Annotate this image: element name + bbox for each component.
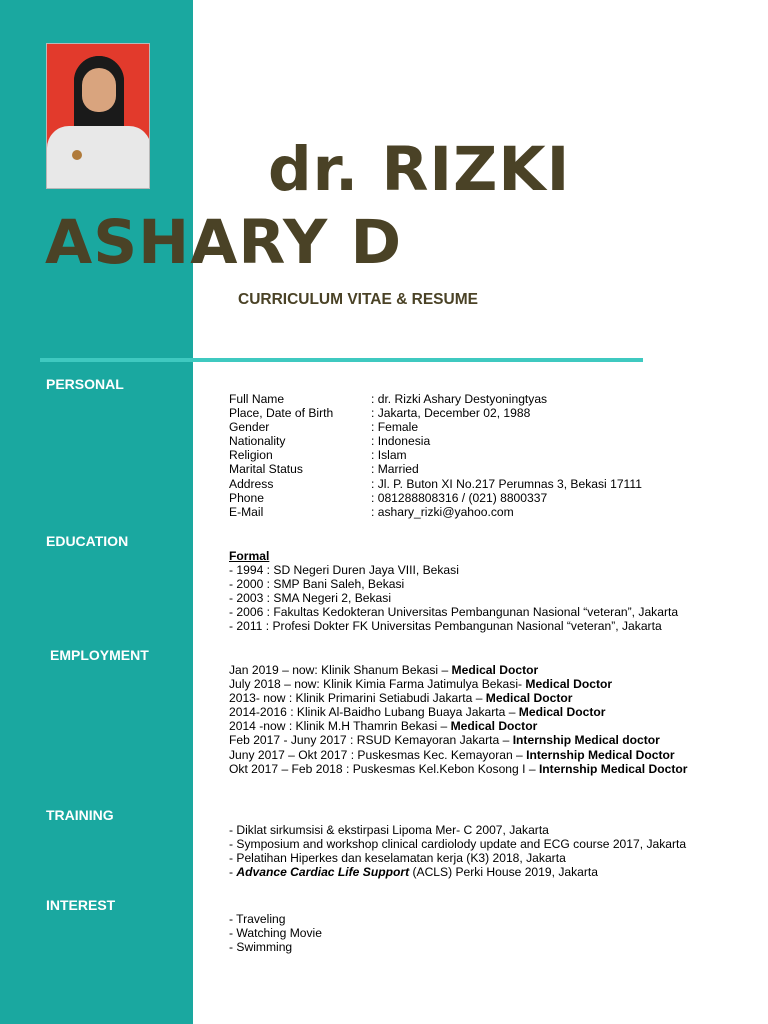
list-item: - 1994 : SD Negeri Duren Jaya VIII, Bekasi [229, 563, 459, 578]
section-label-interest: INTEREST [46, 897, 116, 913]
personal-row: Marital Status : Married [229, 462, 419, 477]
section-label-employment: EMPLOYMENT [50, 647, 149, 663]
list-item: - Swimming [229, 940, 293, 955]
list-item: 2013- now : Klinik Primarini Setiabudi Jakarta – Medical Doctor [229, 691, 573, 706]
list-item: - Advance Cardiac Life Support (ACLS) Perki House 2019, Jakarta [229, 865, 598, 880]
personal-row: Place, Date of Birth : Jakarta, December 02, 1988 [229, 406, 531, 421]
list-item: - 2000 : SMP Bani Saleh, Bekasi [229, 577, 405, 592]
personal-row: Address : Jl. P. Buton XI No.217 Perumnas 3, Bekasi 17111 [229, 476, 642, 491]
personal-row: Nationality : Indonesia [229, 434, 431, 449]
name-line-2: ASHARY D [45, 207, 403, 278]
name-line-1: dr. RIZKI [268, 134, 571, 205]
personal-row: E-Mail : ashary_rizki@yahoo.com [229, 504, 514, 519]
document-subtitle: CURRICULUM VITAE & RESUME [238, 291, 478, 308]
list-item: - Traveling [229, 912, 286, 926]
header-divider [40, 358, 643, 362]
list-item: - Diklat sirkumsisi & ekstirpasi Lipoma Mer- C 2007, Jakarta [229, 823, 549, 837]
list-item: Okt 2017 – Feb 2018 : Puskesmas Kel.Kebon Kosong I – Internship Medical Doctor [229, 761, 688, 776]
profile-photo [46, 43, 150, 189]
education-heading: Formal [229, 549, 270, 563]
list-item: - Symposium and workshop clinical cardiolody update and ECG course 2017, Jakarta [229, 837, 687, 852]
list-item: Jan 2019 – now: Klinik Shanum Bekasi – Medical Doctor [229, 663, 539, 677]
list-item: July 2018 – now: Klinik Kimia Farma Jatimulya Bekasi- Medical Doctor [229, 677, 613, 692]
list-item: 2014-2016 : Klinik Al-Baidho Lubang Buaya Jakarta – Medical Doctor [229, 705, 606, 720]
list-item: - Pelatihan Hiperkes dan keselamatan kerja (K3) 2018, Jakarta [229, 851, 566, 866]
list-item: Juny 2017 – Okt 2017 : Puskesmas Kec. Kemayoran – Internship Medical Doctor [229, 747, 675, 762]
list-item: - 2006 : Fakultas Kedokteran Universitas Pembangunan Nasional “veteran”, Jakarta [229, 605, 679, 620]
personal-row: Phone : 081288808316 / (021) 8800337 [229, 490, 548, 505]
personal-row: Gender : Female [229, 420, 419, 435]
list-item: Feb 2017 - Juny 2017 : RSUD Kemayoran Jakarta – Internship Medical doctor [229, 733, 660, 748]
training-list [229, 823, 686, 879]
personal-details [229, 392, 642, 519]
pin-badge-icon [72, 150, 82, 160]
section-label-education: EDUCATION [46, 533, 129, 549]
list-item: - 2003 : SMA Negeri 2, Bekasi [229, 591, 392, 606]
personal-row: Religion : Islam [229, 448, 407, 463]
interest-list [229, 912, 322, 954]
section-label-training: TRAINING [46, 807, 114, 823]
face-shape [82, 68, 116, 112]
list-item: - 2011 : Profesi Dokter FK Universitas Pembangunan Nasional “veteran”, Jakarta [229, 619, 662, 634]
education-list [229, 549, 678, 634]
employment-list [229, 663, 687, 776]
list-item: 2014 -now : Klinik M.H Thamrin Bekasi – Medical Doctor [229, 719, 538, 734]
white-coat-shape [47, 126, 150, 188]
personal-row: Full Name : dr. Rizki Ashary Destyoningtyas [229, 392, 548, 406]
list-item: - Watching Movie [229, 926, 322, 941]
section-label-personal: PERSONAL [46, 376, 124, 392]
